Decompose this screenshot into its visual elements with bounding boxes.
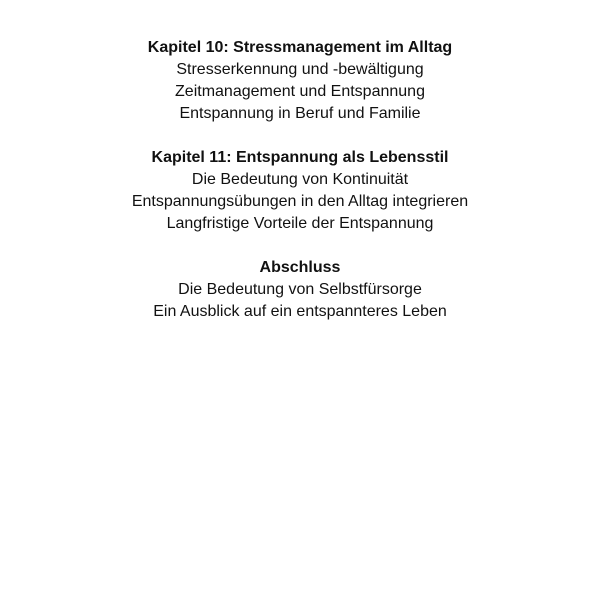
conclusion-section (0, 257, 600, 323)
conclusion-title: Abschluss (259, 259, 341, 276)
chapter-11-title: Kapitel 11: Entspannung als Lebensstil (151, 149, 449, 166)
chapter-11-section (0, 147, 600, 235)
chapter-10-title: Kapitel 10: Stressmanagement im Alltag (147, 39, 453, 56)
chapter-10-item-3: Entspannung in Beruf und Familie (179, 105, 421, 122)
chapter-10-section (0, 37, 600, 125)
chapter-11-item-3: Langfristige Vorteile der Entspannung (166, 215, 434, 232)
chapter-11-item-2: Entspannungsübungen in den Alltag integrieren (131, 193, 469, 210)
chapter-11-item-1: Die Bedeutung von Kontinuität (191, 171, 409, 188)
table-of-contents (0, 37, 600, 345)
chapter-10-item-2: Zeitmanagement und Entspannung (175, 83, 425, 100)
conclusion-item-2: Ein Ausblick auf ein entspannteres Leben (153, 303, 447, 320)
chapter-10-item-1: Stresserkennung und -bewältigung (176, 61, 424, 78)
conclusion-item-1: Die Bedeutung von Selbstfürsorge (178, 281, 422, 298)
